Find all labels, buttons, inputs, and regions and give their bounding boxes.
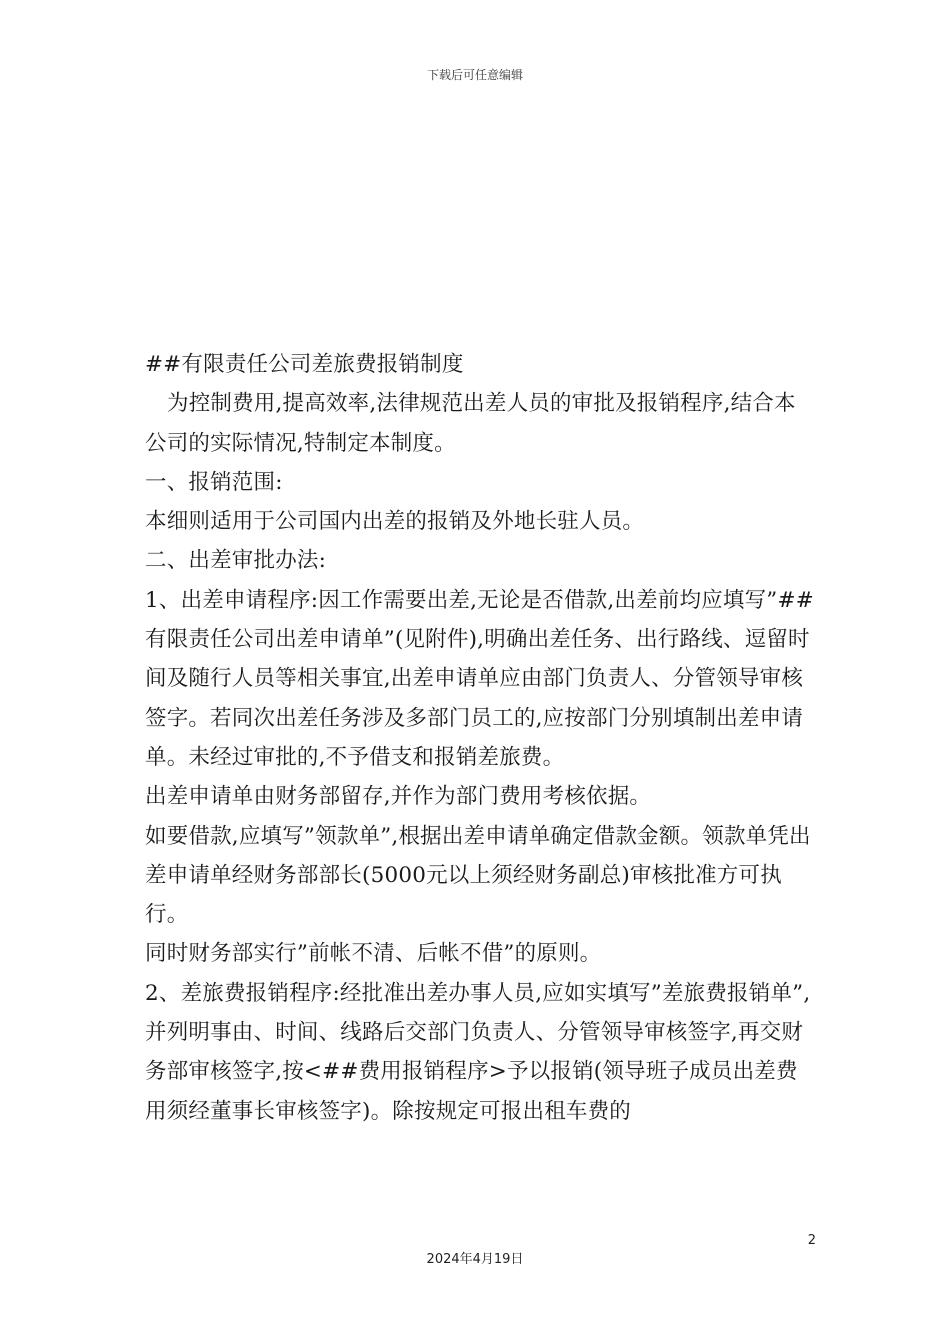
section-heading-approval: 二、出差审批办法:	[145, 548, 327, 574]
paragraph-scope: 本细则适用于公司国内出差的报销及外地长驻人员。	[145, 509, 645, 535]
paragraph-loan-principle: 同时财务部实行”前帐不清、后帐不借”的原则。	[145, 941, 602, 967]
header-note: 下载后可任意编辑	[426, 68, 523, 82]
document-title: ##有限责任公司差旅费报销制度	[145, 352, 464, 377]
paragraph-loan: 如要借款,应填写”领款单”,根据出差申请单确定借款金额。领款单凭出差申请单经财务部部长(5000元以上须经财务副总)审核批准方可执行。	[145, 823, 811, 928]
document-body	[145, 345, 815, 1131]
section-heading-scope: 一、报销范围:	[145, 469, 283, 495]
paragraph-application-procedure: 1、出差申请程序:因工作需要出差,无论是否借款,出差前均应填写”##有限责任公司出差申请单”(见附件),明确出差任务、出行路线、逗留时间及随行人员等相关事宜,出差申请单应由部门负责人、分管领导审核签字。若同次出差任务涉及多部门员工的,应按部门分别填制出差申请单。未经过审批的,不予借支和报销差旅费。	[145, 587, 814, 770]
page-number: 2	[807, 1233, 816, 1248]
footer-date: 2024年4月19日	[426, 1252, 524, 1267]
paragraph-reimbursement-procedure: 2、差旅费报销程序:经批准出差办事人员,应如实填写”差旅费报销单”,并列明事由、时间、线路后交部门负责人、分管领导审核签字,再交财务部审核签字,按<##费用报销程序>予以报销(领导班子成员出差费用须经董事长审核签字)。除按规定可报出租车费的	[145, 980, 811, 1124]
paragraph-intro: 为控制费用,提高效率,法律规范出差人员的审批及报销程序,结合本公司的实际情况,特制定本制度。	[145, 391, 796, 456]
paragraph-application-retention: 出差申请单由财务部留存,并作为部门费用考核依据。	[145, 784, 652, 810]
